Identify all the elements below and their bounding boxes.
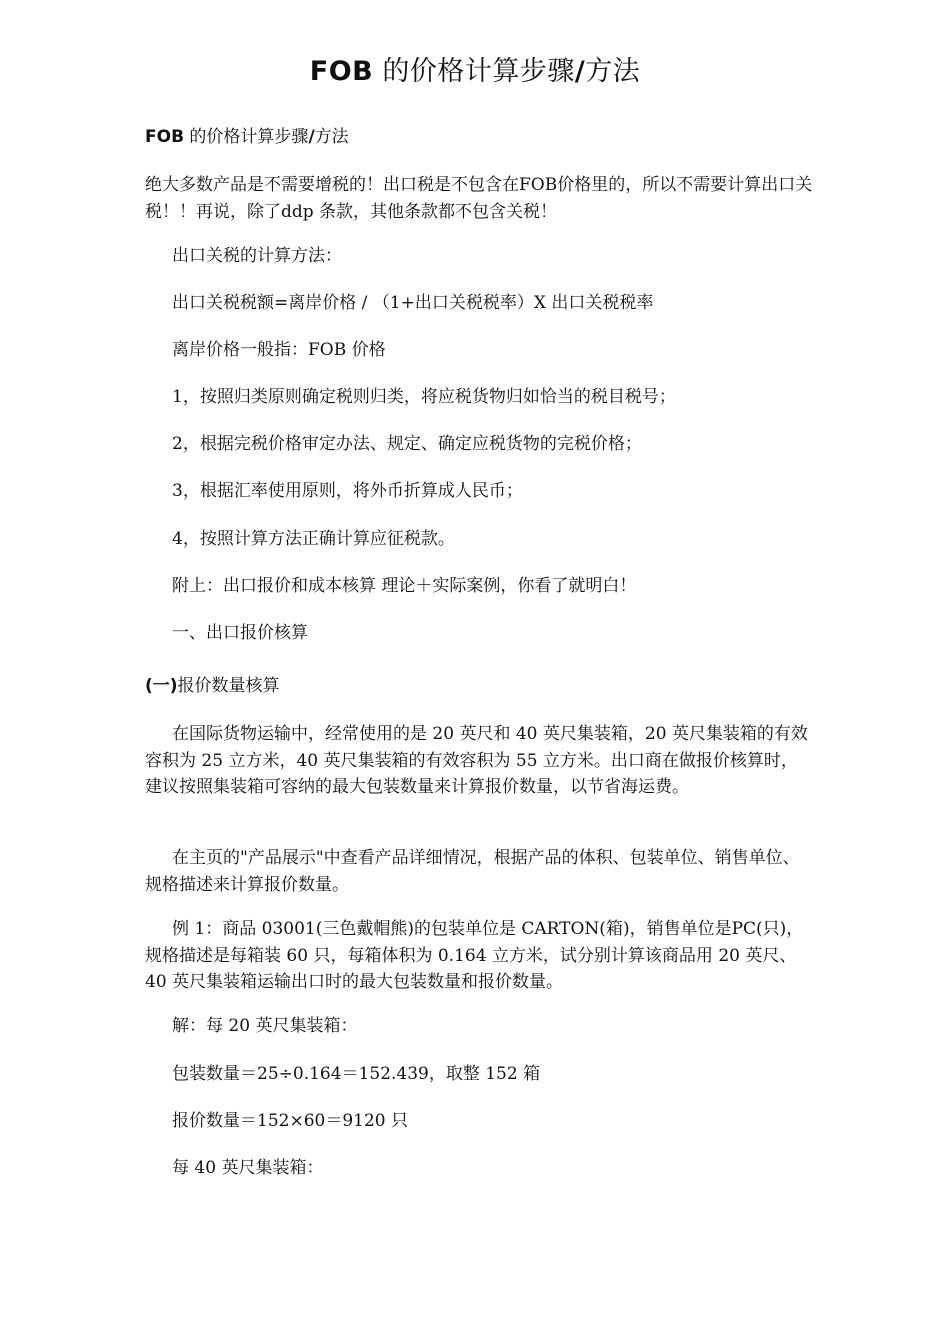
subsection-heading [145,673,813,700]
appendix-note: 附上：出口报价和成本核算 理论＋实际案例，你看了就明白！ [172,576,637,596]
subtitle-text: 的价格计算步骤 [184,127,309,147]
paragraph-container-info: 在国际货物运输中，经常使用的是 20 英尺和 40 英尺集装箱，20 英尺集装箱的有效容积为 25 立方米，40 英尺集装箱的有效容积为 55 立方米。出口商在做报价核算时，建议按照集装箱可容纳的最大包装数量来计算报价数量，以节省海运费。 [145,724,808,797]
title-slash: / [574,56,586,87]
subtitle-end: 方法 [314,127,349,147]
section-heading-1: 一、出口报价核算 [172,623,308,643]
title-fob: FOB [309,56,374,87]
paragraph-example-1: 例 1：商品 03001(三色戴帽熊)的包装单位是 CARTON(箱)，销售单位是PC(只)，规格描述是每箱装 60 只，每箱体积为 0.164 立方米，试分别计算该商品用 20 英尺、40 英尺集装箱运输出口时的最大包装数量和报价数量。 [145,919,804,992]
subtitle-slash: / [308,127,315,147]
subtitle [145,124,813,151]
step-2: 2，根据完税价格审定办法、规定、确定应税货物的完税价格； [172,434,642,454]
forty-ft-heading: 每 40 英尺集装箱： [172,1158,324,1178]
subsection-number: (一) [145,676,178,696]
solution-heading: 解：每 20 英尺集装箱： [172,1016,358,1036]
fob-note: 离岸价格一般指：FOB 价格 [172,340,386,360]
title-end: 方法 [585,56,641,87]
step-3: 3，根据汇率使用原则，将外币折算成人民币； [172,481,523,501]
export-tax-heading: 出口关税的计算方法： [172,246,342,266]
title-text: 的价格计算步骤 [373,56,575,87]
tax-formula: 出口关税税额=离岸价格 / （1+出口关税税率）X 出口关税税率 [172,293,654,313]
intro-paragraph: 绝大多数产品是不需要增税的！出口税是不包含在FOB价格里的，所以不需要计算出口关税！！再说，除了ddp 条款，其他条款都不包含关税！ [145,175,813,222]
paragraph-product-display: 在主页的"产品展示"中查看产品详细情况，根据产品的体积、包装单位、销售单位、规格描述来计算报价数量。 [145,848,800,895]
subtitle-fob: FOB [145,127,185,147]
subsection-title: 报价数量核算 [177,676,280,696]
step-1: 1，按照归类原则确定税则归类，将应税货物归如恰当的税目税号； [172,387,676,407]
pack-quantity: 包装数量＝25÷0.164＝152.439，取整 152 箱 [172,1064,541,1084]
step-4: 4，按照计算方法正确计算应征税款。 [172,529,455,549]
quote-quantity: 报价数量＝152×60＝9120 只 [172,1111,408,1131]
document-title [0,54,950,90]
